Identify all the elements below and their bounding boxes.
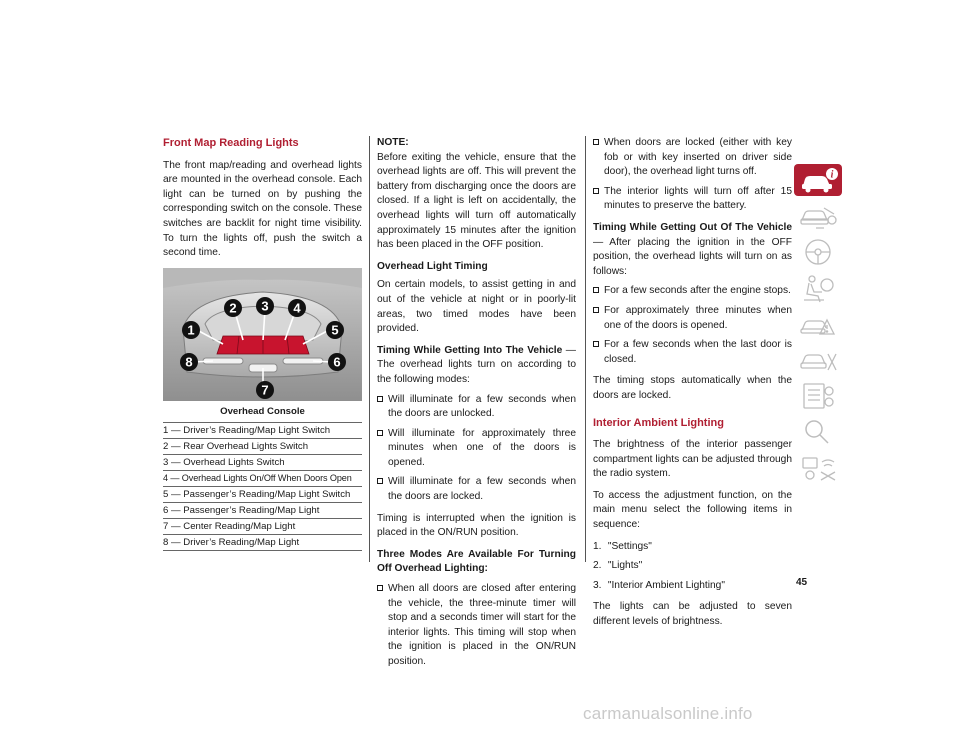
legend-item: 4 — Overhead Lights On/Off When Doors Open xyxy=(163,470,362,486)
svg-text:i: i xyxy=(830,169,834,181)
multimedia-icon[interactable] xyxy=(794,452,842,484)
legend-item: 7 — Center Reading/Map Light xyxy=(163,518,362,534)
section-title-front-map-lights: Front Map Reading Lights xyxy=(163,137,299,149)
three-modes-paragraph xyxy=(377,548,576,577)
note-label: NOTE: xyxy=(377,137,409,148)
svg-text:3: 3 xyxy=(261,298,269,314)
left-column xyxy=(163,136,362,551)
list-item: Will illuminate for approximately three minutes when one of the doors is opened. xyxy=(377,427,576,471)
list-item: When all doors are closed after entering the vehicle, the three-minute timer will stop and a seconds timer will start for the interior lights. This timing will stop when the ignition is placed in the ON/RUN position. xyxy=(377,582,576,670)
search-index-icon[interactable] xyxy=(794,416,842,448)
car-info-icon[interactable] xyxy=(794,164,842,196)
timing-into-list xyxy=(377,393,576,505)
timing-out-list xyxy=(593,284,792,367)
overhead-console-figure xyxy=(163,268,362,401)
callout-2 xyxy=(224,299,242,317)
list-item: 1. "Settings" xyxy=(593,540,652,552)
timing-into-paragraph xyxy=(377,344,576,388)
svg-text:8: 8 xyxy=(185,354,193,370)
timing-stops: The timing stops automatically when the doors are locked. xyxy=(593,375,792,401)
column-divider xyxy=(585,136,586,562)
car-with-keys-icon[interactable] xyxy=(794,200,842,232)
callout-3 xyxy=(256,297,274,315)
callout-4 xyxy=(288,299,306,317)
legend-item: 1 — Driver’s Reading/Map Light Switch xyxy=(163,422,362,438)
callout-1 xyxy=(182,321,200,339)
page-number: 45 xyxy=(796,577,808,588)
service-car-tools-icon[interactable] xyxy=(794,344,842,376)
note-text: Before exiting the vehicle, ensure that the overhead lights are off. This will prevent the battery from discharging once the doors are closed. If a light is left on accidentally, the overhead lights will turn off automatically approximately 15 minutes after the ignition has been placed in the OFF position. xyxy=(377,151,576,251)
ambient-levels: The lights can be adjusted to seven different levels of brightness. xyxy=(593,601,792,628)
timing-interrupted: Timing is interrupted when the ignition is placed in the ON/RUN position. xyxy=(377,512,576,539)
watermark: carmanualsonline.info xyxy=(583,704,753,723)
legend-item: 6 — Passenger’s Reading/Map Light xyxy=(163,502,362,518)
chapter-nav xyxy=(794,164,842,488)
legend-item: 5 — Passenger’s Reading/Map Light Switch xyxy=(163,486,362,502)
ambient-access: To access the adjustment function, on the main menu select the following items in sequence: xyxy=(593,489,792,531)
menu-steps xyxy=(593,540,792,594)
legend-item: 2 — Rear Overhead Lights Switch xyxy=(163,438,362,454)
list-item: Will illuminate for a few seconds when the doors are unlocked. xyxy=(377,393,576,422)
section-title-ambient-lighting: Interior Ambient Lighting xyxy=(593,416,724,429)
middle-column xyxy=(377,136,576,677)
legend-item: 3 — Overhead Lights Switch xyxy=(163,454,362,470)
turn-off-list xyxy=(377,582,576,670)
timing-into-text: — The overhead lights turn on according to the following modes: xyxy=(377,344,576,385)
list-item: For approximately three minutes when one of the doors is opened. xyxy=(593,304,792,333)
three-modes-label: Three Modes Are Available For Turning Off Overhead Lighting: xyxy=(377,548,576,575)
right-column xyxy=(593,136,792,637)
svg-text:7: 7 xyxy=(261,382,269,398)
callout-7 xyxy=(256,381,274,399)
timing-out-paragraph xyxy=(593,221,792,279)
list-item: When doors are locked (either with key fob or with key inserted on driver side door), the overhead light turns off. xyxy=(593,136,792,180)
warning-car-icon[interactable] xyxy=(794,308,842,340)
svg-text:2: 2 xyxy=(229,300,237,316)
list-item: For a few seconds after the engine stops. xyxy=(593,284,792,299)
svg-text:6: 6 xyxy=(333,354,341,370)
overhead-console-illustration xyxy=(163,268,362,401)
timing-out-text: — After placing the ignition in the OFF position, the overhead lights will turn on as follows: xyxy=(593,236,792,277)
airbag-seat-icon[interactable] xyxy=(794,272,842,304)
column-divider xyxy=(369,136,370,562)
timing-into-label: Timing While Getting Into The Vehicle xyxy=(377,344,563,356)
front-map-lights-intro: The front map/reading and overhead lights are mounted in the overhead console. Each light can be turned on by pushing the corresponding switch on the console. These switches are backlit for night time visibility. To turn the lights off, push the switch a second time. xyxy=(163,159,362,259)
callout-8 xyxy=(180,353,198,371)
svg-text:4: 4 xyxy=(293,300,301,316)
timing-intro: On certain models, to assist getting in and out of the vehicle at night or in poorly-lit areas, two timed modes have been provided. xyxy=(377,279,576,335)
turn-off-list-continued xyxy=(593,136,792,214)
timing-title: Overhead Light Timing xyxy=(377,260,488,272)
steering-wheel-icon[interactable] xyxy=(794,236,842,268)
list-item: 2. "Lights" xyxy=(593,560,643,572)
timing-out-label: Timing While Getting Out Of The Vehicle xyxy=(593,221,792,233)
figure-caption: Overhead Console xyxy=(220,405,305,417)
callout-6 xyxy=(328,353,346,371)
list-item: For a few seconds when the last door is closed. xyxy=(593,338,792,367)
list-item: 3. "Interior Ambient Lighting" xyxy=(593,579,725,591)
figure-legend xyxy=(163,422,362,551)
callout-5 xyxy=(326,321,344,339)
specifications-list-icon[interactable] xyxy=(794,380,842,412)
ambient-intro: The brightness of the interior passenger compartment lights can be adjusted through the radio system. xyxy=(593,439,792,480)
list-item: The interior lights will turn off after 15 minutes to preserve the battery. xyxy=(593,185,792,214)
legend-item: 8 — Driver’s Reading/Map Light xyxy=(163,534,362,550)
list-item: Will illuminate for a few seconds when the doors are locked. xyxy=(377,475,576,504)
svg-text:1: 1 xyxy=(187,322,195,338)
svg-text:5: 5 xyxy=(331,322,339,338)
